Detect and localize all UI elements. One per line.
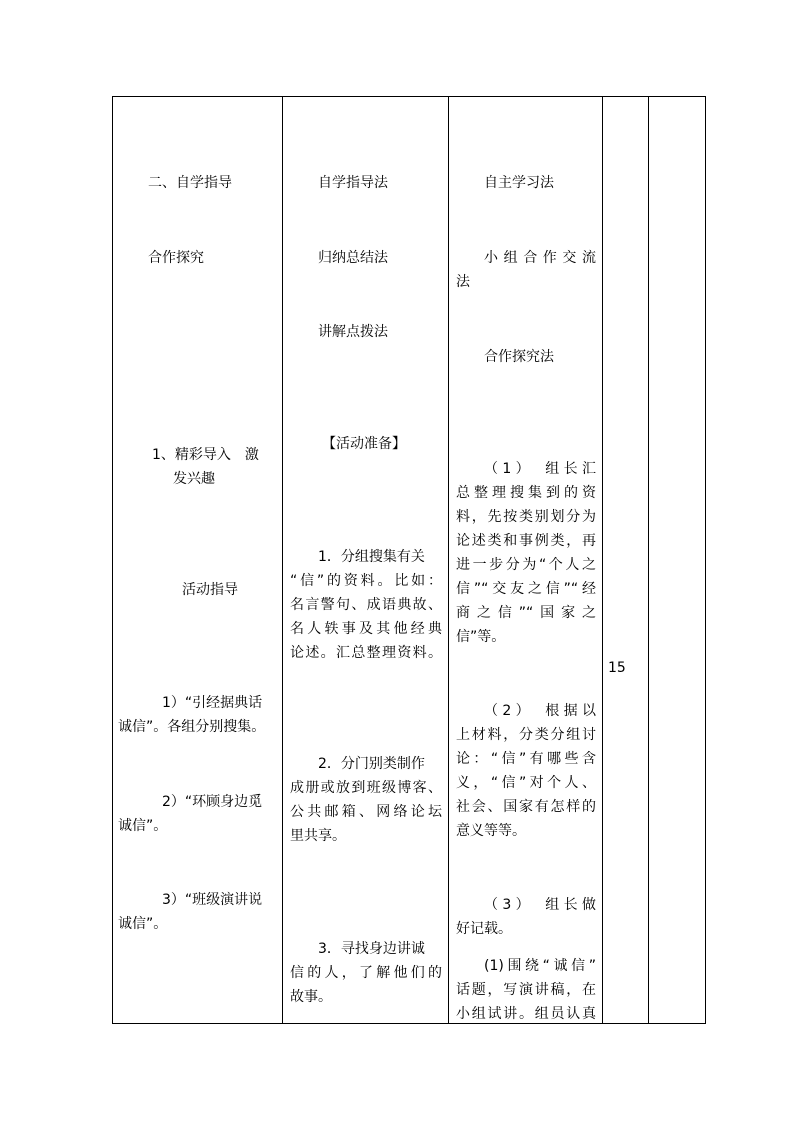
column-divider (602, 96, 603, 1024)
step-4-line: 话题，写演讲稿，在 (456, 982, 596, 998)
step-2-line: 上材料，分类分组讨 (456, 727, 596, 743)
item-3-line-1: 3）“班级演讲说 (162, 892, 263, 908)
prep-3-line: 3．寻找身边讲诚 (318, 941, 425, 957)
step-1-line: 进一步分为“个人之 (456, 557, 596, 573)
step-2-line: 意义等等。 (456, 823, 526, 839)
learning-method-1: 自主学习法 (484, 175, 554, 191)
time-minutes: 15 (608, 660, 626, 676)
step-1-line: 论述类和事例类，再 (456, 533, 596, 549)
teaching-method-2: 归纳总结法 (318, 250, 388, 266)
intro-line-1: 1、精彩导入 激 (152, 447, 259, 463)
prep-2-line: 公共邮箱、网络论坛 (290, 804, 442, 820)
column-divider (448, 96, 449, 1024)
column-divider (282, 96, 283, 1024)
intro-line-2: 发兴趣 (173, 471, 215, 487)
step-2-line: （2） 根据以 (484, 703, 596, 719)
section-title: 二、自学指导 (148, 175, 232, 191)
step-3-line: （3） 组长做 (484, 897, 596, 913)
item-2-line-1: 2）“环顾身边觅 (162, 794, 263, 810)
prep-1-line: 名言警句、成语典故、 (290, 597, 442, 613)
item-1-line-2: 诚信”。各组分别搜集。 (118, 719, 266, 735)
prep-title: 【活动准备】 (322, 436, 406, 452)
learning-method-3: 合作探究法 (484, 349, 554, 365)
teaching-method-3: 讲解点拨法 (318, 324, 388, 340)
item-2-line-2: 诚信”。 (118, 818, 168, 834)
item-1-line-1: 1）“引经据典话 (162, 695, 263, 711)
learning-method-2-line-1: 小组合作交流 (484, 250, 596, 266)
learning-method-2-line-2: 法 (456, 274, 470, 290)
prep-2-line: 里共享。 (290, 828, 346, 844)
prep-1-line: 名人轶事及其他经典 (290, 621, 442, 637)
step-2-line: 义，“信”对个人、 (456, 775, 596, 791)
step-2-line: 社会、国家有怎样的 (456, 799, 596, 815)
teaching-method-1: 自学指导法 (318, 175, 388, 191)
step-1-line: 总整理搜集到的资 (456, 485, 596, 501)
coop-label: 合作探究 (148, 250, 204, 266)
step-2-line: 论：“信”有哪些含 (456, 751, 596, 767)
step-1-line: 信”等。 (456, 629, 506, 645)
step-1-line: 料，先按类别划分为 (456, 509, 596, 525)
prep-1-line: 论述。汇总整理资料。 (290, 645, 442, 661)
prep-2-line: 2．分门别类制作 (318, 756, 425, 772)
step-4-line: 小组试讲。组员认真 (456, 1006, 596, 1022)
column-divider (648, 96, 649, 1024)
prep-1-line: “信”的资料。比如： (290, 573, 442, 589)
step-1-line: 信”“交友之信”“经 (456, 581, 596, 597)
prep-2-line: 成册或放到班级博客、 (290, 780, 442, 796)
prep-3-line: 故事。 (290, 989, 332, 1005)
step-4-line: (1)围绕“诚信” (484, 958, 596, 974)
item-3-line-2: 诚信”。 (118, 916, 168, 932)
activity-guide-label: 活动指导 (182, 582, 238, 598)
step-1-line: （1） 组长汇 (484, 461, 596, 477)
step-1-line: 商之信”“国家之 (456, 605, 596, 621)
prep-1-line: 1．分组搜集有关 (318, 549, 425, 565)
step-3-line: 好记载。 (456, 921, 512, 937)
prep-3-line: 信的人，了解他们的 (290, 965, 442, 981)
